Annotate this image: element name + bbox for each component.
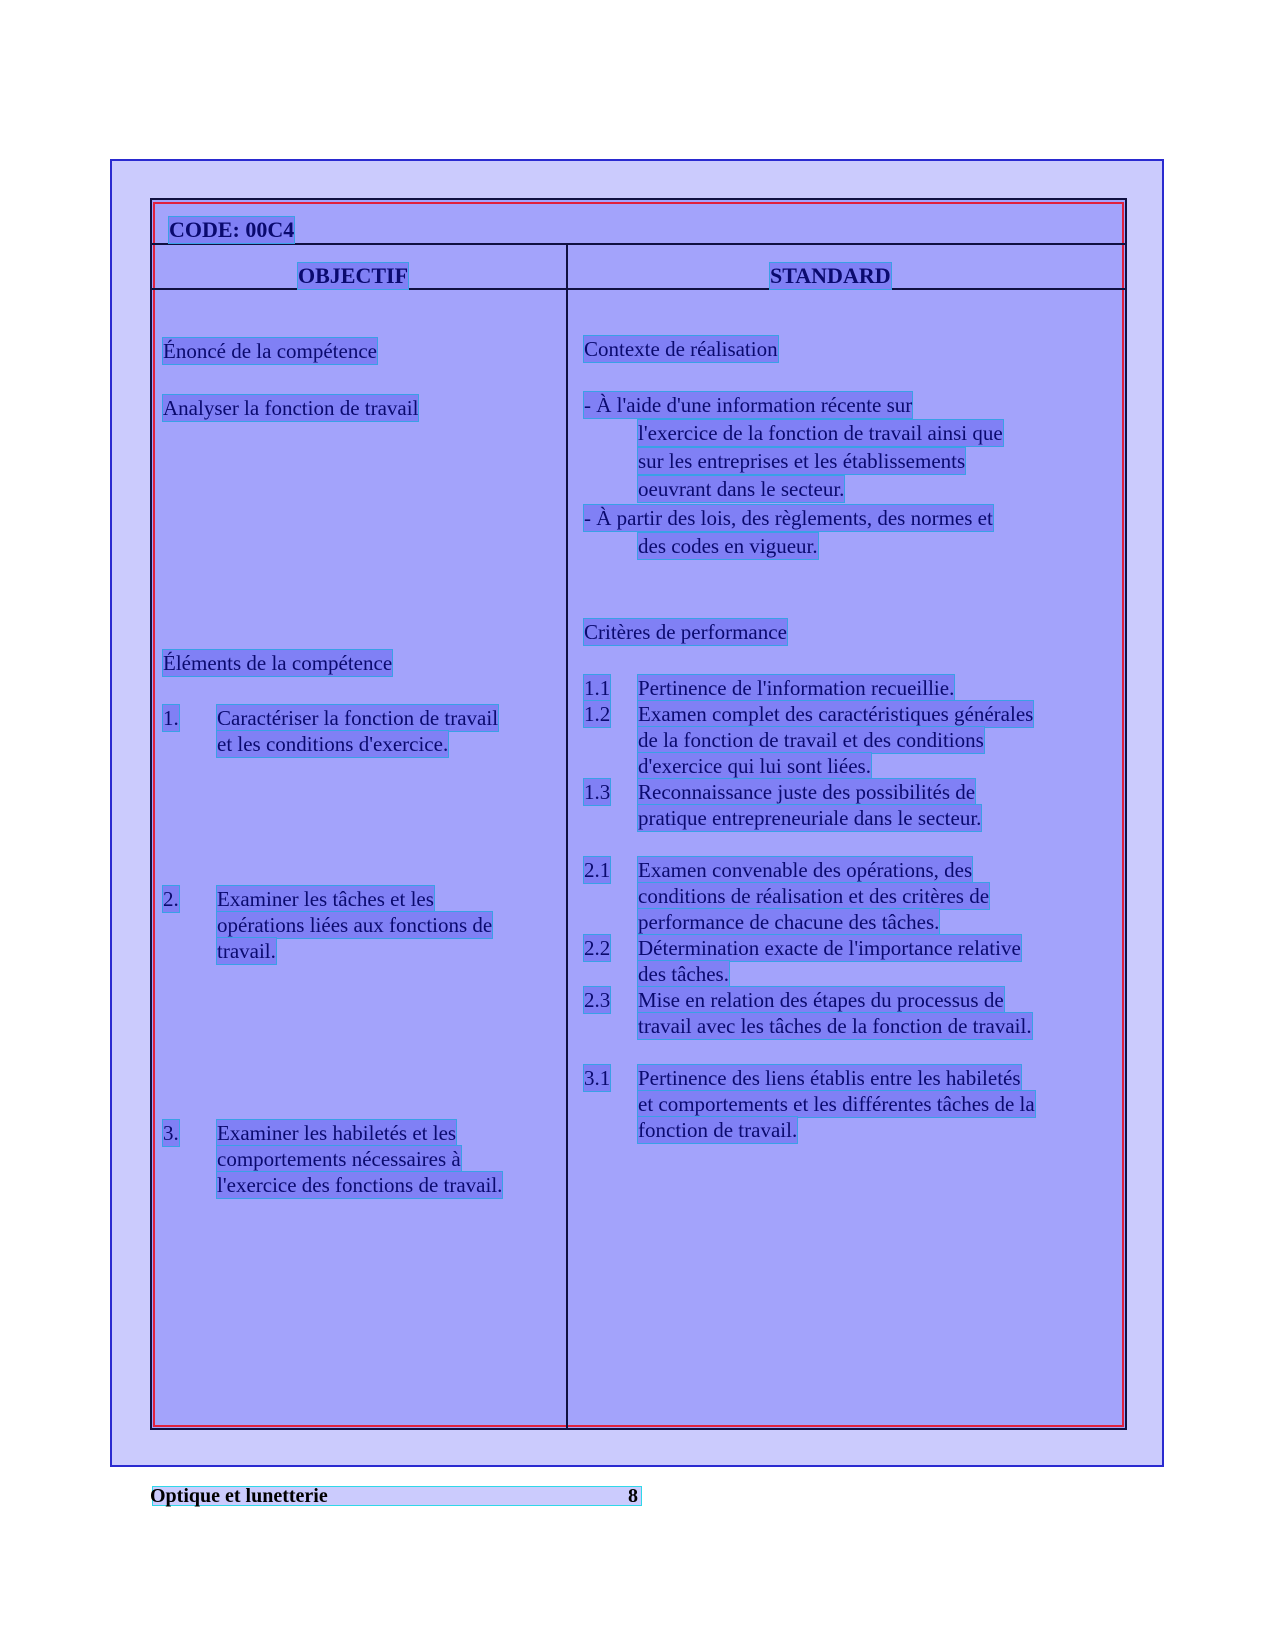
element-number: 3.	[163, 1121, 179, 1145]
element-line: travail.	[217, 939, 276, 963]
element-line: comportements nécessaires à	[217, 1147, 461, 1171]
enonce-text: Analyser la fonction de travail	[163, 396, 419, 420]
element-line: Caractériser la fonction de travail	[217, 706, 499, 730]
contexte-line: sur les entreprises et les établissements	[638, 449, 966, 473]
objectif-header: OBJECTIF	[298, 263, 409, 288]
contexte-title: Contexte de réalisation	[584, 337, 778, 361]
critere-number: 1.1	[584, 676, 611, 700]
critere-line: Reconnaissance juste des possibilités de	[638, 780, 976, 804]
element-line: Examiner les habiletés et les	[217, 1121, 457, 1145]
contexte-line: - À partir des lois, des règlements, des normes et	[584, 506, 993, 530]
critere-line: Pertinence de l'information recueillie.	[638, 676, 955, 700]
critere-line: pratique entrepreneuriale dans le secteur.	[638, 806, 982, 830]
critere-line: fonction de travail.	[638, 1118, 798, 1142]
header-divider	[150, 243, 1127, 245]
footer-program: Optique et lunetterie	[150, 1485, 328, 1507]
element-number: 2.	[163, 887, 179, 911]
critere-line: des tâches.	[638, 962, 729, 986]
contexte-line: l'exercice de la fonction de travail ainsi que	[638, 421, 1003, 445]
column-header-divider	[150, 288, 1127, 290]
critere-line: performance de chacune des tâches.	[638, 910, 940, 934]
element-number: 1.	[163, 706, 179, 730]
critere-number: 2.3	[584, 988, 611, 1012]
critere-line: d'exercice qui lui sont liées.	[638, 754, 871, 778]
contexte-line: - À l'aide d'une information récente sur	[584, 393, 913, 417]
element-line: et les conditions d'exercice.	[217, 732, 449, 756]
critere-line: travail avec les tâches de la fonction de travail.	[638, 1014, 1032, 1038]
critere-line: Mise en relation des étapes du processus de	[638, 988, 1004, 1012]
element-line: Examiner les tâches et les	[217, 887, 434, 911]
element-line: opérations liées aux fonctions de	[217, 913, 493, 937]
critere-number: 1.3	[584, 780, 611, 804]
critere-line: de la fonction de travail et des conditions	[638, 728, 984, 752]
column-divider	[566, 243, 568, 1430]
criteres-title: Critères de performance	[584, 620, 787, 644]
critere-line: Pertinence des liens établis entre les habiletés	[638, 1066, 1021, 1090]
critere-line: et comportements et les différentes tâches de la	[638, 1092, 1035, 1116]
standard-header: STANDARD	[770, 263, 891, 288]
contexte-line: oeuvrant dans le secteur.	[638, 477, 845, 501]
elements-title: Éléments de la compétence	[163, 651, 393, 675]
contexte-line: des codes en vigueur.	[638, 534, 818, 558]
critere-number: 3.1	[584, 1066, 611, 1090]
critere-line: conditions de réalisation et des critères de	[638, 884, 990, 908]
critere-line: Détermination exacte de l'importance relative	[638, 936, 1021, 960]
enonce-title: Énoncé de la compétence	[163, 339, 377, 363]
critere-number: 2.1	[584, 858, 611, 882]
critere-number: 1.2	[584, 702, 611, 726]
critere-number: 2.2	[584, 936, 611, 960]
code-label: CODE: 00C4	[169, 217, 295, 242]
element-line: l'exercice des fonctions de travail.	[217, 1173, 503, 1197]
critere-line: Examen complet des caractéristiques générales	[638, 702, 1034, 726]
critere-line: Examen convenable des opérations, des	[638, 858, 973, 882]
page-number: 8	[628, 1485, 638, 1507]
